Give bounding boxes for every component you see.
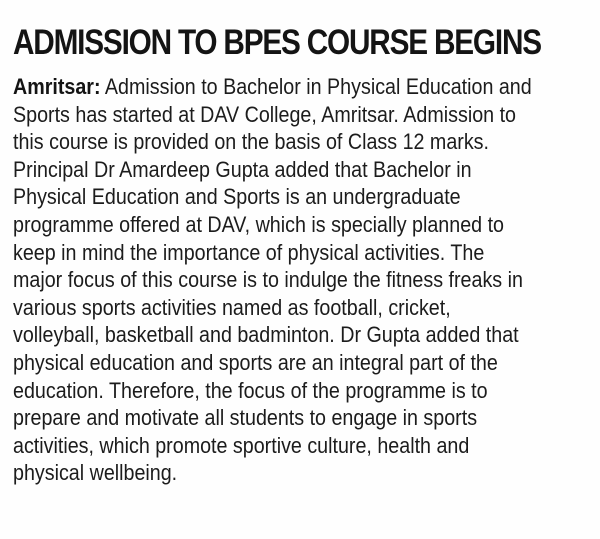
- article-line-6: programme offered at DAV, which is specially planned to: [13, 211, 504, 237]
- article-line-1: [13, 73, 538, 101]
- article-line-10: volleyball, basketball and badminton. Dr Gupta added that: [13, 322, 519, 348]
- article-line-12: education. Therefore, the focus of the programme is to: [13, 377, 488, 403]
- article-body: [13, 73, 538, 487]
- dateline: Amritsar:: [13, 74, 101, 99]
- article-line-2: Sports has started at DAV College, Amritsar. Admission to: [13, 101, 516, 127]
- article-line-13: prepare and motivate all students to engage in sports: [13, 405, 478, 431]
- article-line-15: physical wellbeing.: [13, 460, 178, 486]
- article-line-7: keep in mind the importance of physical activities. The: [13, 239, 485, 265]
- article-line-4: Principal Dr Amardeep Gupta added that Bachelor in: [13, 156, 472, 182]
- article-line-5: Physical Education and Sports is an undergraduate: [13, 184, 461, 210]
- article-line-8: major focus of this course is to indulge the fitness freaks in: [13, 267, 523, 293]
- article-line-14: activities, which promote sportive culture, health and: [13, 432, 470, 458]
- article-line-9: various sports activities named as football, cricket,: [13, 294, 451, 320]
- article-line-3: this course is provided on the basis of Class 12 marks.: [13, 129, 489, 155]
- headline: ADMISSION TO BPES COURSE BEGINS: [13, 23, 541, 62]
- article-line-11: physical education and sports are an integral part of the: [13, 349, 498, 375]
- article-line-1-text: Admission to Bachelor in Physical Education and: [100, 74, 532, 99]
